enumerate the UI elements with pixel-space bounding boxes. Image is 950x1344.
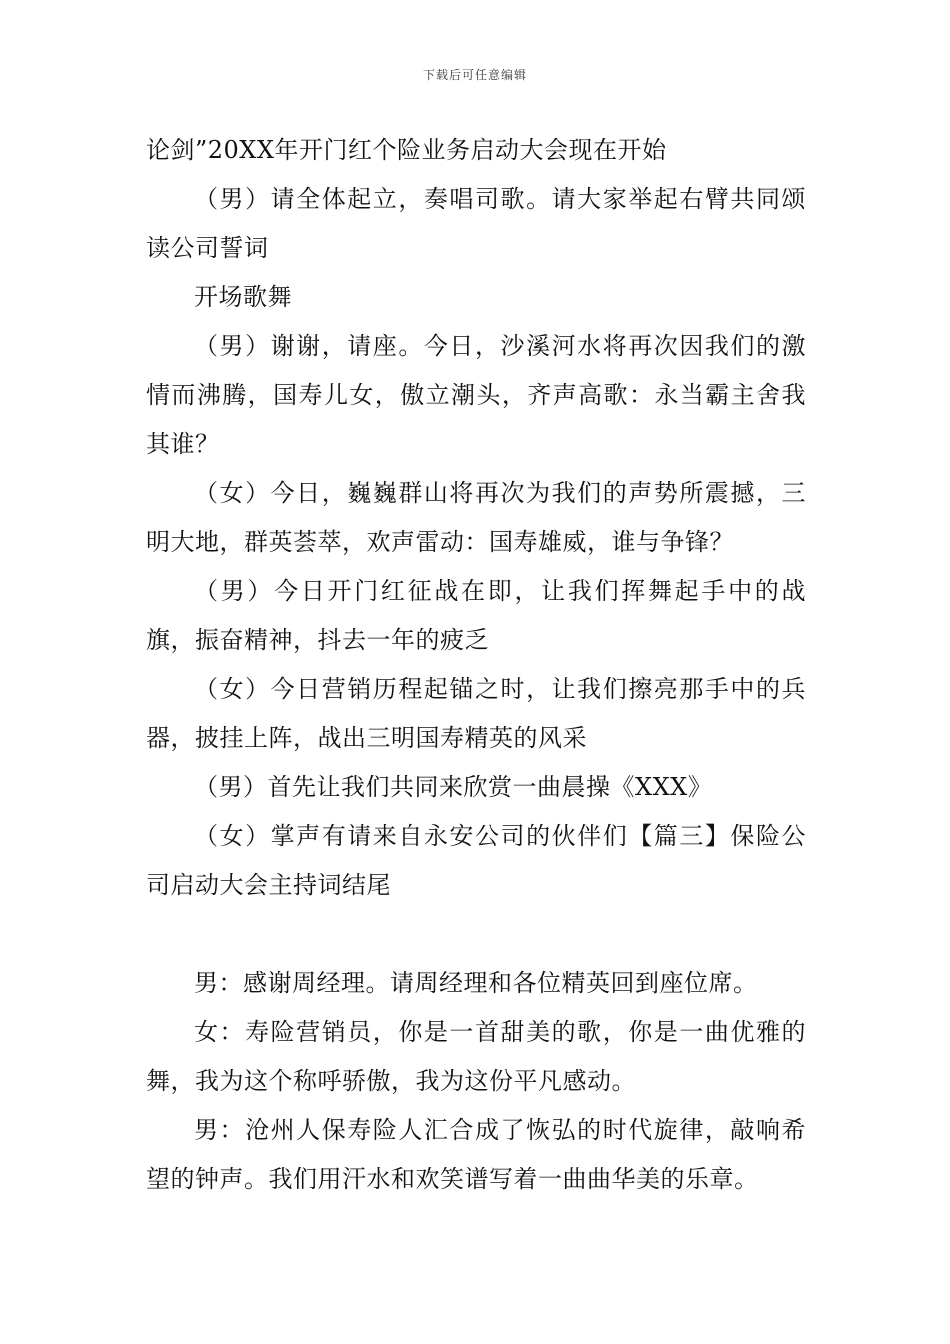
paragraph: 男：沧州人保寿险人汇合成了恢弘的时代旋律，敲响希望的钟声。我们用汗水和欢笑谱写着一曲曲华美的乐章。 [146,1116,806,1193]
document-body [146,126,806,1204]
paragraph-spacer [146,910,806,959]
page-header-note: 下载后可任意编辑 [422,68,527,82]
paragraph: （男）请全体起立，奏唱司歌。请大家举起右臂共同颂读公司誓词 [146,185,806,262]
paragraph: 男：感谢周经理。请周经理和各位精英回到座位席。 [194,969,758,997]
paragraph: 女：寿险营销员，你是一首甜美的歌，你是一曲优雅的舞，我为这个称呼骄傲，我为这份平凡感动。 [146,1018,806,1095]
paragraph: （女）今日，巍巍群山将再次为我们的声势所震撼，三明大地，群英荟萃，欢声雷动：国寿雄威，谁与争锋？ [146,479,806,556]
paragraph: （男）谢谢，请座。今日，沙溪河水将再次因我们的激情而沸腾，国寿儿女，傲立潮头，齐声高歌：永当霸主舍我其谁？ [146,332,806,458]
paragraph: （男）今日开门红征战在即，让我们挥舞起手中的战旗，振奋精神，抖去一年的疲乏 [146,577,806,654]
paragraph: 开场歌舞 [194,283,292,311]
paragraph: （女）掌声有请来自永安公司的伙伴们【篇三】保险公司启动大会主持词结尾 [146,822,806,899]
paragraph: （女）今日营销历程起锚之时，让我们擦亮那手中的兵器，披挂上阵，战出三明国寿精英的风采 [146,675,806,752]
paragraph: （男）首先让我们共同来欣赏一曲晨操《XXX》 [194,773,713,801]
paragraph: 论剑”20XX年开门红个险业务启动大会现在开始 [146,136,667,164]
